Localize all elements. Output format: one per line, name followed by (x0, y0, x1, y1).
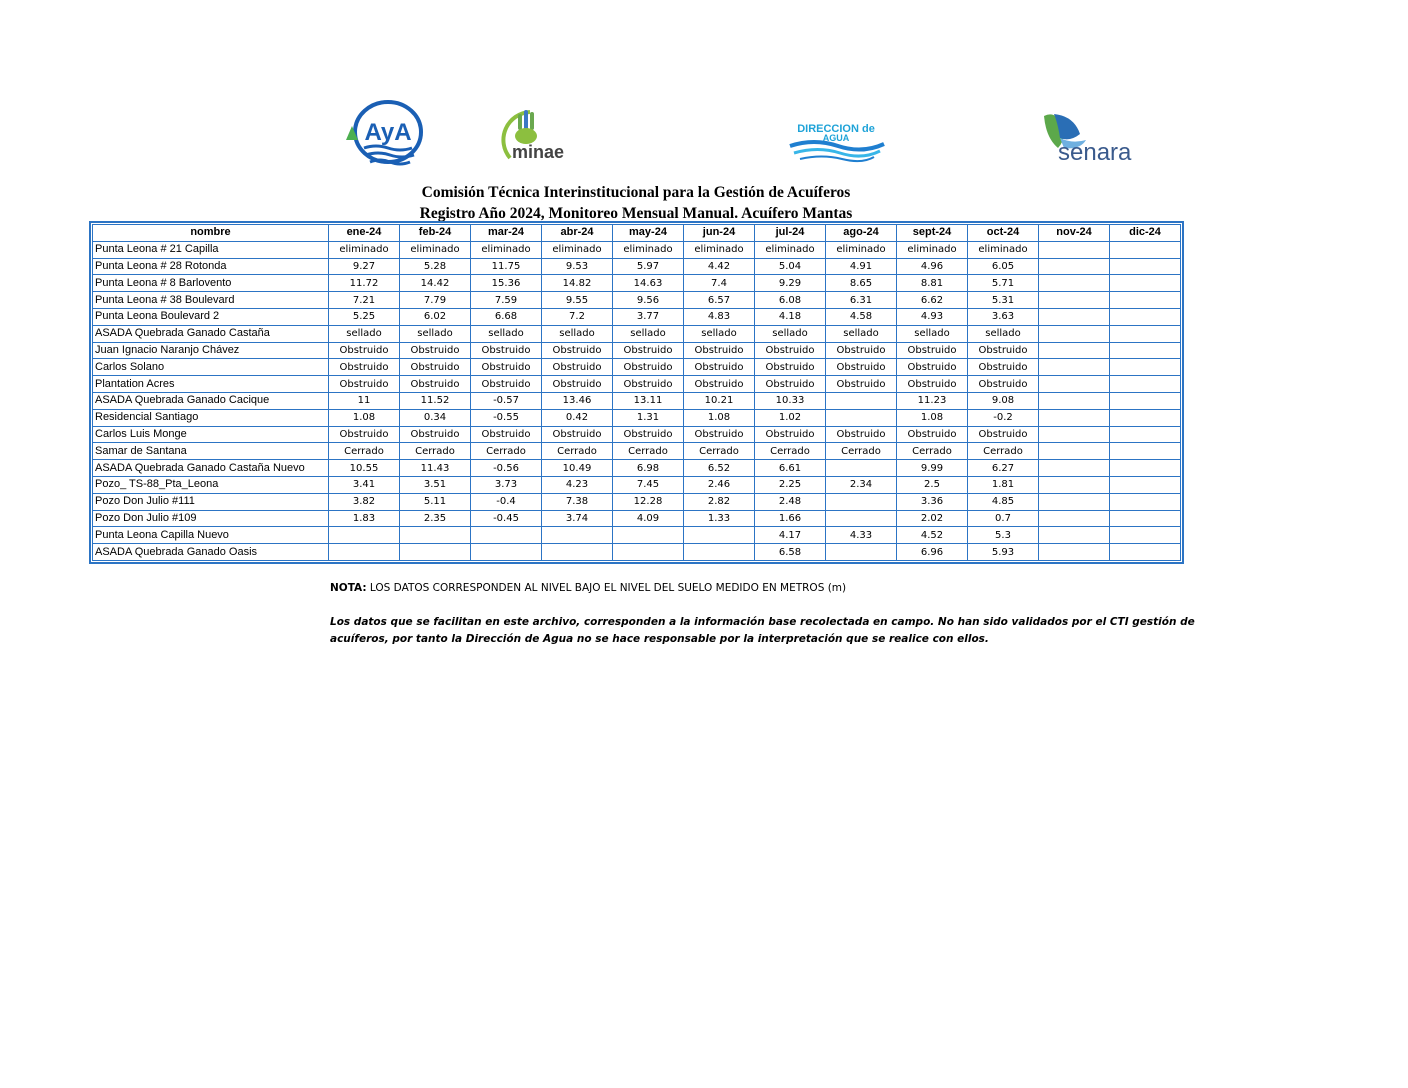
value-cell (826, 409, 897, 426)
value-cell: Obstruido (684, 359, 755, 376)
value-cell: 4.58 (826, 308, 897, 325)
value-cell (1110, 308, 1181, 325)
value-cell: -0.4 (471, 493, 542, 510)
column-header-ene-24: ene-24 (329, 225, 400, 242)
value-cell: 10.21 (684, 392, 755, 409)
document-header (90, 182, 1182, 224)
value-cell: eliminado (826, 241, 897, 258)
value-cell: Obstruido (826, 376, 897, 393)
value-cell: 3.51 (400, 476, 471, 493)
station-name-cell: Punta Leona # 8 Barlovento (93, 275, 329, 292)
value-cell: Obstruido (471, 359, 542, 376)
value-cell: 4.52 (897, 527, 968, 544)
value-cell: sellado (826, 325, 897, 342)
value-cell (1039, 308, 1110, 325)
aya-logo-text: AyA (364, 119, 412, 146)
value-cell: 4.83 (684, 308, 755, 325)
value-cell: 2.46 (684, 476, 755, 493)
station-name-cell: Plantation Acres (93, 376, 329, 393)
value-cell: 3.77 (613, 308, 684, 325)
station-name-cell: Juan Ignacio Naranjo Chávez (93, 342, 329, 359)
value-cell: 7.4 (684, 275, 755, 292)
value-cell (1110, 376, 1181, 393)
value-cell: 2.5 (897, 476, 968, 493)
value-cell: sellado (897, 325, 968, 342)
value-cell: 11.23 (897, 392, 968, 409)
station-name-cell: Punta Leona # 38 Boulevard (93, 292, 329, 309)
value-cell: -0.56 (471, 460, 542, 477)
value-cell (1039, 325, 1110, 342)
value-cell (613, 544, 684, 561)
value-cell: 6.02 (400, 308, 471, 325)
value-cell (826, 493, 897, 510)
column-header-abr-24: abr-24 (542, 225, 613, 242)
value-cell: 6.31 (826, 292, 897, 309)
value-cell: Obstruido (684, 376, 755, 393)
table-row (93, 476, 1181, 493)
value-cell: Obstruido (400, 342, 471, 359)
value-cell: -0.45 (471, 510, 542, 527)
value-cell: -0.2 (968, 409, 1039, 426)
value-cell (1039, 241, 1110, 258)
value-cell: 1.08 (684, 409, 755, 426)
station-name-cell: Pozo_ TS-88_Pta_Leona (93, 476, 329, 493)
value-cell: Cerrado (755, 443, 826, 460)
value-cell: 8.81 (897, 275, 968, 292)
station-name-cell: Carlos Solano (93, 359, 329, 376)
station-name-cell: Carlos Luis Monge (93, 426, 329, 443)
column-header-dic-24: dic-24 (1110, 225, 1181, 242)
value-cell: 6.96 (897, 544, 968, 561)
value-cell: Obstruido (329, 376, 400, 393)
station-name-cell: Residencial Santiago (93, 409, 329, 426)
value-cell: 1.66 (755, 510, 826, 527)
value-cell: 3.36 (897, 493, 968, 510)
value-cell (471, 527, 542, 544)
value-cell: 1.33 (684, 510, 755, 527)
value-cell: -0.55 (471, 409, 542, 426)
value-cell: 1.81 (968, 476, 1039, 493)
value-cell: Obstruido (684, 426, 755, 443)
value-cell (1110, 409, 1181, 426)
table-row (93, 376, 1181, 393)
note-text: LOS DATOS CORRESPONDEN AL NIVEL BAJO EL NIVEL DEL SUELO MEDIDO EN METROS (m) (366, 582, 847, 594)
value-cell: 4.42 (684, 258, 755, 275)
value-cell (1110, 527, 1181, 544)
value-cell: eliminado (400, 241, 471, 258)
value-cell: 5.28 (400, 258, 471, 275)
value-cell: Obstruido (542, 426, 613, 443)
value-cell (826, 544, 897, 561)
value-cell (400, 527, 471, 544)
value-cell: 3.41 (329, 476, 400, 493)
value-cell: Cerrado (400, 443, 471, 460)
value-cell: eliminado (471, 241, 542, 258)
station-name-cell: Punta Leona # 28 Rotonda (93, 258, 329, 275)
value-cell: Obstruido (826, 426, 897, 443)
value-cell: 3.73 (471, 476, 542, 493)
value-cell: 6.05 (968, 258, 1039, 275)
value-cell: Obstruido (613, 359, 684, 376)
value-cell (1110, 460, 1181, 477)
value-cell: 0.7 (968, 510, 1039, 527)
value-cell: 7.2 (542, 308, 613, 325)
value-cell: Cerrado (826, 443, 897, 460)
value-cell (1110, 493, 1181, 510)
value-cell: Obstruido (897, 359, 968, 376)
table-row (93, 460, 1181, 477)
value-cell: 13.11 (613, 392, 684, 409)
value-cell (684, 527, 755, 544)
value-cell: 4.17 (755, 527, 826, 544)
station-name-cell: Punta Leona # 21 Capilla (93, 241, 329, 258)
value-cell: sellado (684, 325, 755, 342)
value-cell: 4.96 (897, 258, 968, 275)
value-cell (1110, 392, 1181, 409)
value-cell (1110, 325, 1181, 342)
value-cell (1039, 359, 1110, 376)
value-cell: 6.52 (684, 460, 755, 477)
value-cell (826, 460, 897, 477)
value-cell: Obstruido (613, 342, 684, 359)
value-cell: 10.49 (542, 460, 613, 477)
value-cell: Obstruido (400, 426, 471, 443)
value-cell: 5.97 (613, 258, 684, 275)
value-cell: 6.08 (755, 292, 826, 309)
value-cell: sellado (471, 325, 542, 342)
table-row (93, 342, 1181, 359)
value-cell: 11.75 (471, 258, 542, 275)
value-cell (1110, 510, 1181, 527)
value-cell: 1.08 (897, 409, 968, 426)
value-cell: 6.57 (684, 292, 755, 309)
value-cell: 4.85 (968, 493, 1039, 510)
value-cell: 2.25 (755, 476, 826, 493)
column-header-nombre: nombre (93, 225, 329, 242)
value-cell: Obstruido (471, 342, 542, 359)
value-cell (1039, 392, 1110, 409)
value-cell: 8.65 (826, 275, 897, 292)
value-cell: 0.34 (400, 409, 471, 426)
value-cell (1039, 376, 1110, 393)
value-cell (542, 527, 613, 544)
value-cell: sellado (755, 325, 826, 342)
value-cell: 3.74 (542, 510, 613, 527)
table-row (93, 409, 1181, 426)
value-cell: 3.82 (329, 493, 400, 510)
value-cell: Obstruido (968, 359, 1039, 376)
value-cell: 9.27 (329, 258, 400, 275)
value-cell: 1.02 (755, 409, 826, 426)
value-cell: Obstruido (329, 426, 400, 443)
value-cell: 4.18 (755, 308, 826, 325)
senara-logo-text: senara (1058, 139, 1132, 166)
value-cell: eliminado (329, 241, 400, 258)
station-name-cell: Pozo Don Julio #109 (93, 510, 329, 527)
value-cell: 9.55 (542, 292, 613, 309)
value-cell: Obstruido (826, 359, 897, 376)
value-cell: 9.99 (897, 460, 968, 477)
value-cell: eliminado (968, 241, 1039, 258)
value-cell: 14.63 (613, 275, 684, 292)
value-cell (1110, 342, 1181, 359)
value-cell: 4.93 (897, 308, 968, 325)
value-cell (542, 544, 613, 561)
senara-logo (1040, 108, 1156, 166)
station-name-cell: ASADA Quebrada Ganado Oasis (93, 544, 329, 561)
value-cell: 6.27 (968, 460, 1039, 477)
value-cell (1039, 275, 1110, 292)
value-cell: Obstruido (755, 376, 826, 393)
column-header-jun-24: jun-24 (684, 225, 755, 242)
value-cell: 9.08 (968, 392, 1039, 409)
value-cell: eliminado (613, 241, 684, 258)
value-cell: Obstruido (684, 342, 755, 359)
table-row (93, 527, 1181, 544)
station-name-cell: Punta Leona Capilla Nuevo (93, 527, 329, 544)
table-row (93, 426, 1181, 443)
minae-logo (500, 106, 592, 172)
value-cell (1039, 409, 1110, 426)
value-cell (1039, 443, 1110, 460)
value-cell: 7.21 (329, 292, 400, 309)
value-cell: 7.45 (613, 476, 684, 493)
value-cell: Obstruido (897, 376, 968, 393)
value-cell: 1.83 (329, 510, 400, 527)
value-cell: 11.72 (329, 275, 400, 292)
value-cell: Obstruido (400, 376, 471, 393)
value-cell: Obstruido (400, 359, 471, 376)
minae-logo-text: minae (512, 142, 565, 162)
value-cell: Obstruido (542, 342, 613, 359)
value-cell: Cerrado (968, 443, 1039, 460)
value-cell: Cerrado (613, 443, 684, 460)
value-cell (471, 544, 542, 561)
value-cell: 2.48 (755, 493, 826, 510)
value-cell (613, 527, 684, 544)
value-cell: 14.82 (542, 275, 613, 292)
table-row (93, 359, 1181, 376)
value-cell: Obstruido (471, 376, 542, 393)
value-cell: Obstruido (968, 342, 1039, 359)
value-cell (684, 544, 755, 561)
value-cell: Obstruido (897, 342, 968, 359)
value-cell: 11.52 (400, 392, 471, 409)
value-cell: 2.02 (897, 510, 968, 527)
value-cell: 6.58 (755, 544, 826, 561)
value-cell: 2.34 (826, 476, 897, 493)
column-header-jul-24: jul-24 (755, 225, 826, 242)
value-cell (329, 544, 400, 561)
value-cell: 5.71 (968, 275, 1039, 292)
table-row (93, 292, 1181, 309)
value-cell: -0.57 (471, 392, 542, 409)
value-cell: 11 (329, 392, 400, 409)
monitoring-table-frame (89, 221, 1184, 564)
value-cell (1039, 527, 1110, 544)
value-cell: Cerrado (471, 443, 542, 460)
value-cell: eliminado (755, 241, 826, 258)
value-cell (329, 527, 400, 544)
value-cell: 0.42 (542, 409, 613, 426)
value-cell: 7.59 (471, 292, 542, 309)
value-cell: 4.91 (826, 258, 897, 275)
table-row (93, 325, 1181, 342)
table-row (93, 241, 1181, 258)
value-cell: Obstruido (329, 359, 400, 376)
value-cell: 4.23 (542, 476, 613, 493)
value-cell: 9.53 (542, 258, 613, 275)
note-label: NOTA: (330, 582, 367, 594)
value-cell: 6.61 (755, 460, 826, 477)
value-cell: 5.04 (755, 258, 826, 275)
value-cell: Cerrado (897, 443, 968, 460)
value-cell: 7.38 (542, 493, 613, 510)
value-cell: Obstruido (613, 426, 684, 443)
station-name-cell: ASADA Quebrada Ganado Castaña Nuevo (93, 460, 329, 477)
value-cell: 6.62 (897, 292, 968, 309)
value-cell (1039, 544, 1110, 561)
value-cell: 15.36 (471, 275, 542, 292)
station-name-cell: Pozo Don Julio #111 (93, 493, 329, 510)
disclaimer: Los datos que se facilitan en este archivo, corresponden a la información base recolectada en campo. No han sido validados por el CTI gestión de acuíferos, por tanto la Dirección de Agua no se hace responsable por la interpretación que se realice con ellos. (330, 616, 1195, 645)
value-cell: 5.93 (968, 544, 1039, 561)
direccion-agua-text-2: AGUA (822, 133, 850, 143)
column-header-mar-24: mar-24 (471, 225, 542, 242)
station-name-cell: ASADA Quebrada Ganado Castaña (93, 325, 329, 342)
table-row (93, 493, 1181, 510)
value-cell: Cerrado (329, 443, 400, 460)
value-cell: Obstruido (755, 426, 826, 443)
value-cell: 6.98 (613, 460, 684, 477)
column-header-feb-24: feb-24 (400, 225, 471, 242)
value-cell: Obstruido (968, 376, 1039, 393)
value-cell: 10.33 (755, 392, 826, 409)
value-cell: 2.82 (684, 493, 755, 510)
value-cell (1039, 460, 1110, 477)
table-row (93, 392, 1181, 409)
value-cell: Cerrado (684, 443, 755, 460)
value-cell (1110, 241, 1181, 258)
value-cell (1039, 510, 1110, 527)
table-row (93, 510, 1181, 527)
value-cell: Obstruido (968, 426, 1039, 443)
value-cell: 9.29 (755, 275, 826, 292)
document-title: Comisión Técnica Interinstitucional para la Gestión de Acuíferos (421, 184, 851, 201)
value-cell: 7.79 (400, 292, 471, 309)
value-cell: Obstruido (826, 342, 897, 359)
value-cell: 4.09 (613, 510, 684, 527)
value-cell (1039, 258, 1110, 275)
value-cell: Cerrado (542, 443, 613, 460)
direccion-agua-logo (784, 112, 888, 164)
value-cell: 5.3 (968, 527, 1039, 544)
value-cell (1110, 443, 1181, 460)
station-name-cell: Samar de Santana (93, 443, 329, 460)
value-cell: sellado (400, 325, 471, 342)
value-cell: Obstruido (755, 359, 826, 376)
value-cell: 1.31 (613, 409, 684, 426)
station-name-cell: Punta Leona Boulevard 2 (93, 308, 329, 325)
value-cell: 3.63 (968, 308, 1039, 325)
direccion-agua-text-1: DIRECCION de (797, 123, 875, 135)
column-header-ago-24: ago-24 (826, 225, 897, 242)
table-row (93, 544, 1181, 561)
value-cell (1110, 476, 1181, 493)
value-cell: sellado (968, 325, 1039, 342)
aya-logo (342, 100, 426, 168)
note (330, 582, 846, 594)
value-cell: 5.31 (968, 292, 1039, 309)
table-header-row (93, 225, 1181, 242)
table-row (93, 308, 1181, 325)
value-cell (1039, 493, 1110, 510)
column-header-nov-24: nov-24 (1039, 225, 1110, 242)
column-header-may-24: may-24 (613, 225, 684, 242)
value-cell: eliminado (684, 241, 755, 258)
value-cell: Obstruido (542, 359, 613, 376)
value-cell (400, 544, 471, 561)
table-row (93, 275, 1181, 292)
value-cell (1039, 426, 1110, 443)
table-row (93, 443, 1181, 460)
value-cell: eliminado (897, 241, 968, 258)
value-cell: Obstruido (897, 426, 968, 443)
value-cell: eliminado (542, 241, 613, 258)
value-cell (1110, 544, 1181, 561)
value-cell (1110, 275, 1181, 292)
value-cell (1039, 476, 1110, 493)
value-cell: Obstruido (329, 342, 400, 359)
table-row (93, 258, 1181, 275)
monitoring-table (92, 224, 1181, 561)
value-cell: sellado (542, 325, 613, 342)
value-cell (826, 510, 897, 527)
value-cell: sellado (613, 325, 684, 342)
value-cell: 11.43 (400, 460, 471, 477)
value-cell: 5.25 (329, 308, 400, 325)
value-cell: 13.46 (542, 392, 613, 409)
column-header-sept-24: sept-24 (897, 225, 968, 242)
station-name-cell: ASADA Quebrada Ganado Cacique (93, 392, 329, 409)
value-cell: 2.35 (400, 510, 471, 527)
value-cell (1110, 426, 1181, 443)
value-cell (1039, 292, 1110, 309)
value-cell (1110, 258, 1181, 275)
document-subtitle: Registro Año 2024, Monitoreo Mensual Manual. Acuífero Mantas (419, 205, 853, 222)
value-cell: Obstruido (613, 376, 684, 393)
value-cell: sellado (329, 325, 400, 342)
column-header-oct-24: oct-24 (968, 225, 1039, 242)
value-cell: 12.28 (613, 493, 684, 510)
value-cell: 10.55 (329, 460, 400, 477)
value-cell: 14.42 (400, 275, 471, 292)
value-cell: Obstruido (471, 426, 542, 443)
value-cell (1039, 342, 1110, 359)
value-cell (1110, 359, 1181, 376)
value-cell: Obstruido (755, 342, 826, 359)
value-cell: 9.56 (613, 292, 684, 309)
value-cell: 6.68 (471, 308, 542, 325)
value-cell (1110, 292, 1181, 309)
value-cell: 4.33 (826, 527, 897, 544)
value-cell: Obstruido (542, 376, 613, 393)
value-cell: 5.11 (400, 493, 471, 510)
value-cell: 1.08 (329, 409, 400, 426)
value-cell (826, 392, 897, 409)
